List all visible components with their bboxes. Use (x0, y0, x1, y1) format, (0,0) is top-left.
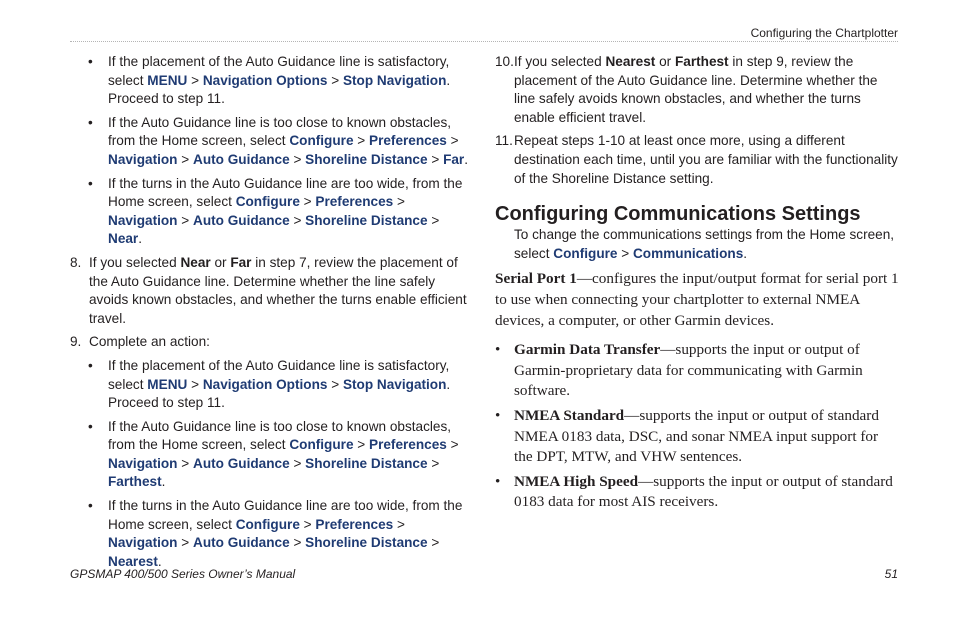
menu-path-item: Near (108, 231, 139, 247)
menu-path-item: Auto Guidance (193, 455, 290, 471)
step-item: 10. If you selected Nearest or Farthest in step 9, review the placement of the Auto Guidance line. Determine whether the line safely avoids known obstacles, and whether the turns enable efficient travel. (495, 54, 878, 125)
section-heading: Configuring Communications Settings (495, 203, 861, 226)
bullet-item: • If the Auto Guidance line is too close to known obstacles, from the Home screen, select Configure > Preferences > Navigation > Auto Guidance > Shoreline Distance > Far. (88, 114, 468, 167)
menu-path-item: Shoreline Distance (305, 151, 428, 167)
menu-path-item: Navigation (108, 151, 178, 167)
menu-path-item: Nearest (108, 553, 158, 569)
menu-path-item: Preferences (315, 516, 394, 532)
bullet-item: • If the Auto Guidance line is too close to known obstacles, from the Home screen, select Configure > Preferences > Navigation > Auto Guidance > Shoreline Distance > Farthest. (88, 418, 459, 490)
definition-term: NMEA Standard (514, 406, 625, 424)
step-item: 9. Complete an action: (70, 333, 474, 352)
footer-manual-title: GPSMAP 400/500 Series Owner’s Manual (70, 567, 296, 581)
bullet-item: • If the placement of the Auto Guidance line is satisfactory, select MENU > Navigation Options > Stop Navigation. Proceed to step 11. (88, 54, 451, 107)
intro-paragraph: To change the communications settings from the Home screen, select Configure > Communications. (514, 227, 895, 261)
menu-path-item: Far (443, 151, 465, 167)
menu-path-item: Navigation (108, 535, 178, 551)
definition-bullet: • NMEA Standard—supports the input or output of standard NMEA 0183 data, DSC, and sonar NMEA input support for the DPT, MTW, and VHW sentences. (495, 406, 879, 466)
bullet-item: • If the turns in the Auto Guidance line are too wide, from the Home screen, select Configure > Preferences > Navigation > Auto Guidance > Shoreline Distance > Near. (88, 175, 463, 247)
menu-path-item: Navigation (108, 455, 178, 471)
header-divider (70, 41, 898, 42)
menu-path-item: Stop Navigation (342, 376, 447, 392)
step-item: 8. If you selected Near or Far in step 7, review the placement of the Auto Guidance line. Determine whether the line safely avoids known obstacles, and whether the turns enable efficient travel. (70, 254, 467, 326)
menu-key: MENU (147, 72, 188, 88)
bullet-item: • If the turns in the Auto Guidance line are too wide, from the Home screen, select Configure > Preferences > Navigation > Auto Guidance > Shoreline Distance > Nearest. (88, 498, 463, 569)
right-column (495, 53, 899, 517)
definition-term: Serial Port 1 (495, 270, 577, 288)
menu-path-item: Auto Guidance (193, 212, 290, 228)
definition-paragraph: Serial Port 1—configures the input/output format for serial port 1 to use when connecting your chartplotter to external NMEA devices, a computer, or other Garmin devices. (495, 270, 899, 329)
step-number: 8. (70, 254, 82, 270)
menu-path-item: Preferences (369, 133, 447, 149)
menu-path-item: Navigation Options (202, 376, 328, 392)
menu-key: MENU (147, 376, 188, 392)
step-number: 11. (495, 133, 513, 149)
step-item: 11. Repeat steps 1-10 at least once more, using a different destination each time, until you are familiar with the functionality of the Shoreline Distance setting. (495, 133, 898, 186)
left-column (70, 53, 474, 576)
menu-path-item: Configure (289, 133, 354, 149)
menu-path-item: Stop Navigation (342, 72, 447, 88)
definition-term: Garmin Data Transfer (514, 341, 661, 359)
menu-path-item: Shoreline Distance (305, 455, 428, 471)
page-number: 51 (884, 567, 898, 581)
menu-path-item: Shoreline Distance (305, 535, 428, 551)
menu-path-item: Auto Guidance (193, 151, 290, 167)
step-number: 9. (70, 334, 82, 350)
menu-path-item: Communications (632, 245, 744, 261)
definition-term: NMEA High Speed (514, 472, 639, 490)
menu-path-item: Configure (235, 194, 300, 210)
menu-path-item: Configure (553, 245, 618, 261)
step-number: 10. (495, 54, 514, 69)
menu-path-item: Configure (235, 516, 300, 532)
menu-path-item: Navigation (108, 212, 178, 228)
menu-path-item: Farthest (108, 474, 162, 490)
menu-path-item: Configure (289, 437, 354, 453)
menu-path-item: Preferences (315, 194, 394, 210)
bullet-item: • If the placement of the Auto Guidance line is satisfactory, select MENU > Navigation Options > Stop Navigation. Proceed to step 11. (88, 357, 451, 411)
menu-path-item: Auto Guidance (193, 535, 290, 551)
menu-path-item: Navigation Options (202, 72, 328, 88)
running-header: Configuring the Chartplotter (750, 26, 898, 40)
menu-path-item: Shoreline Distance (305, 212, 428, 228)
definition-bullet: • NMEA High Speed—supports the input or output of standard 0183 data for most AIS receivers. (495, 472, 893, 511)
menu-path-item: Preferences (369, 437, 447, 453)
definition-bullet: • Garmin Data Transfer—supports the input or output of Garmin-proprietary data for communicating with Garmin software. (495, 341, 863, 400)
